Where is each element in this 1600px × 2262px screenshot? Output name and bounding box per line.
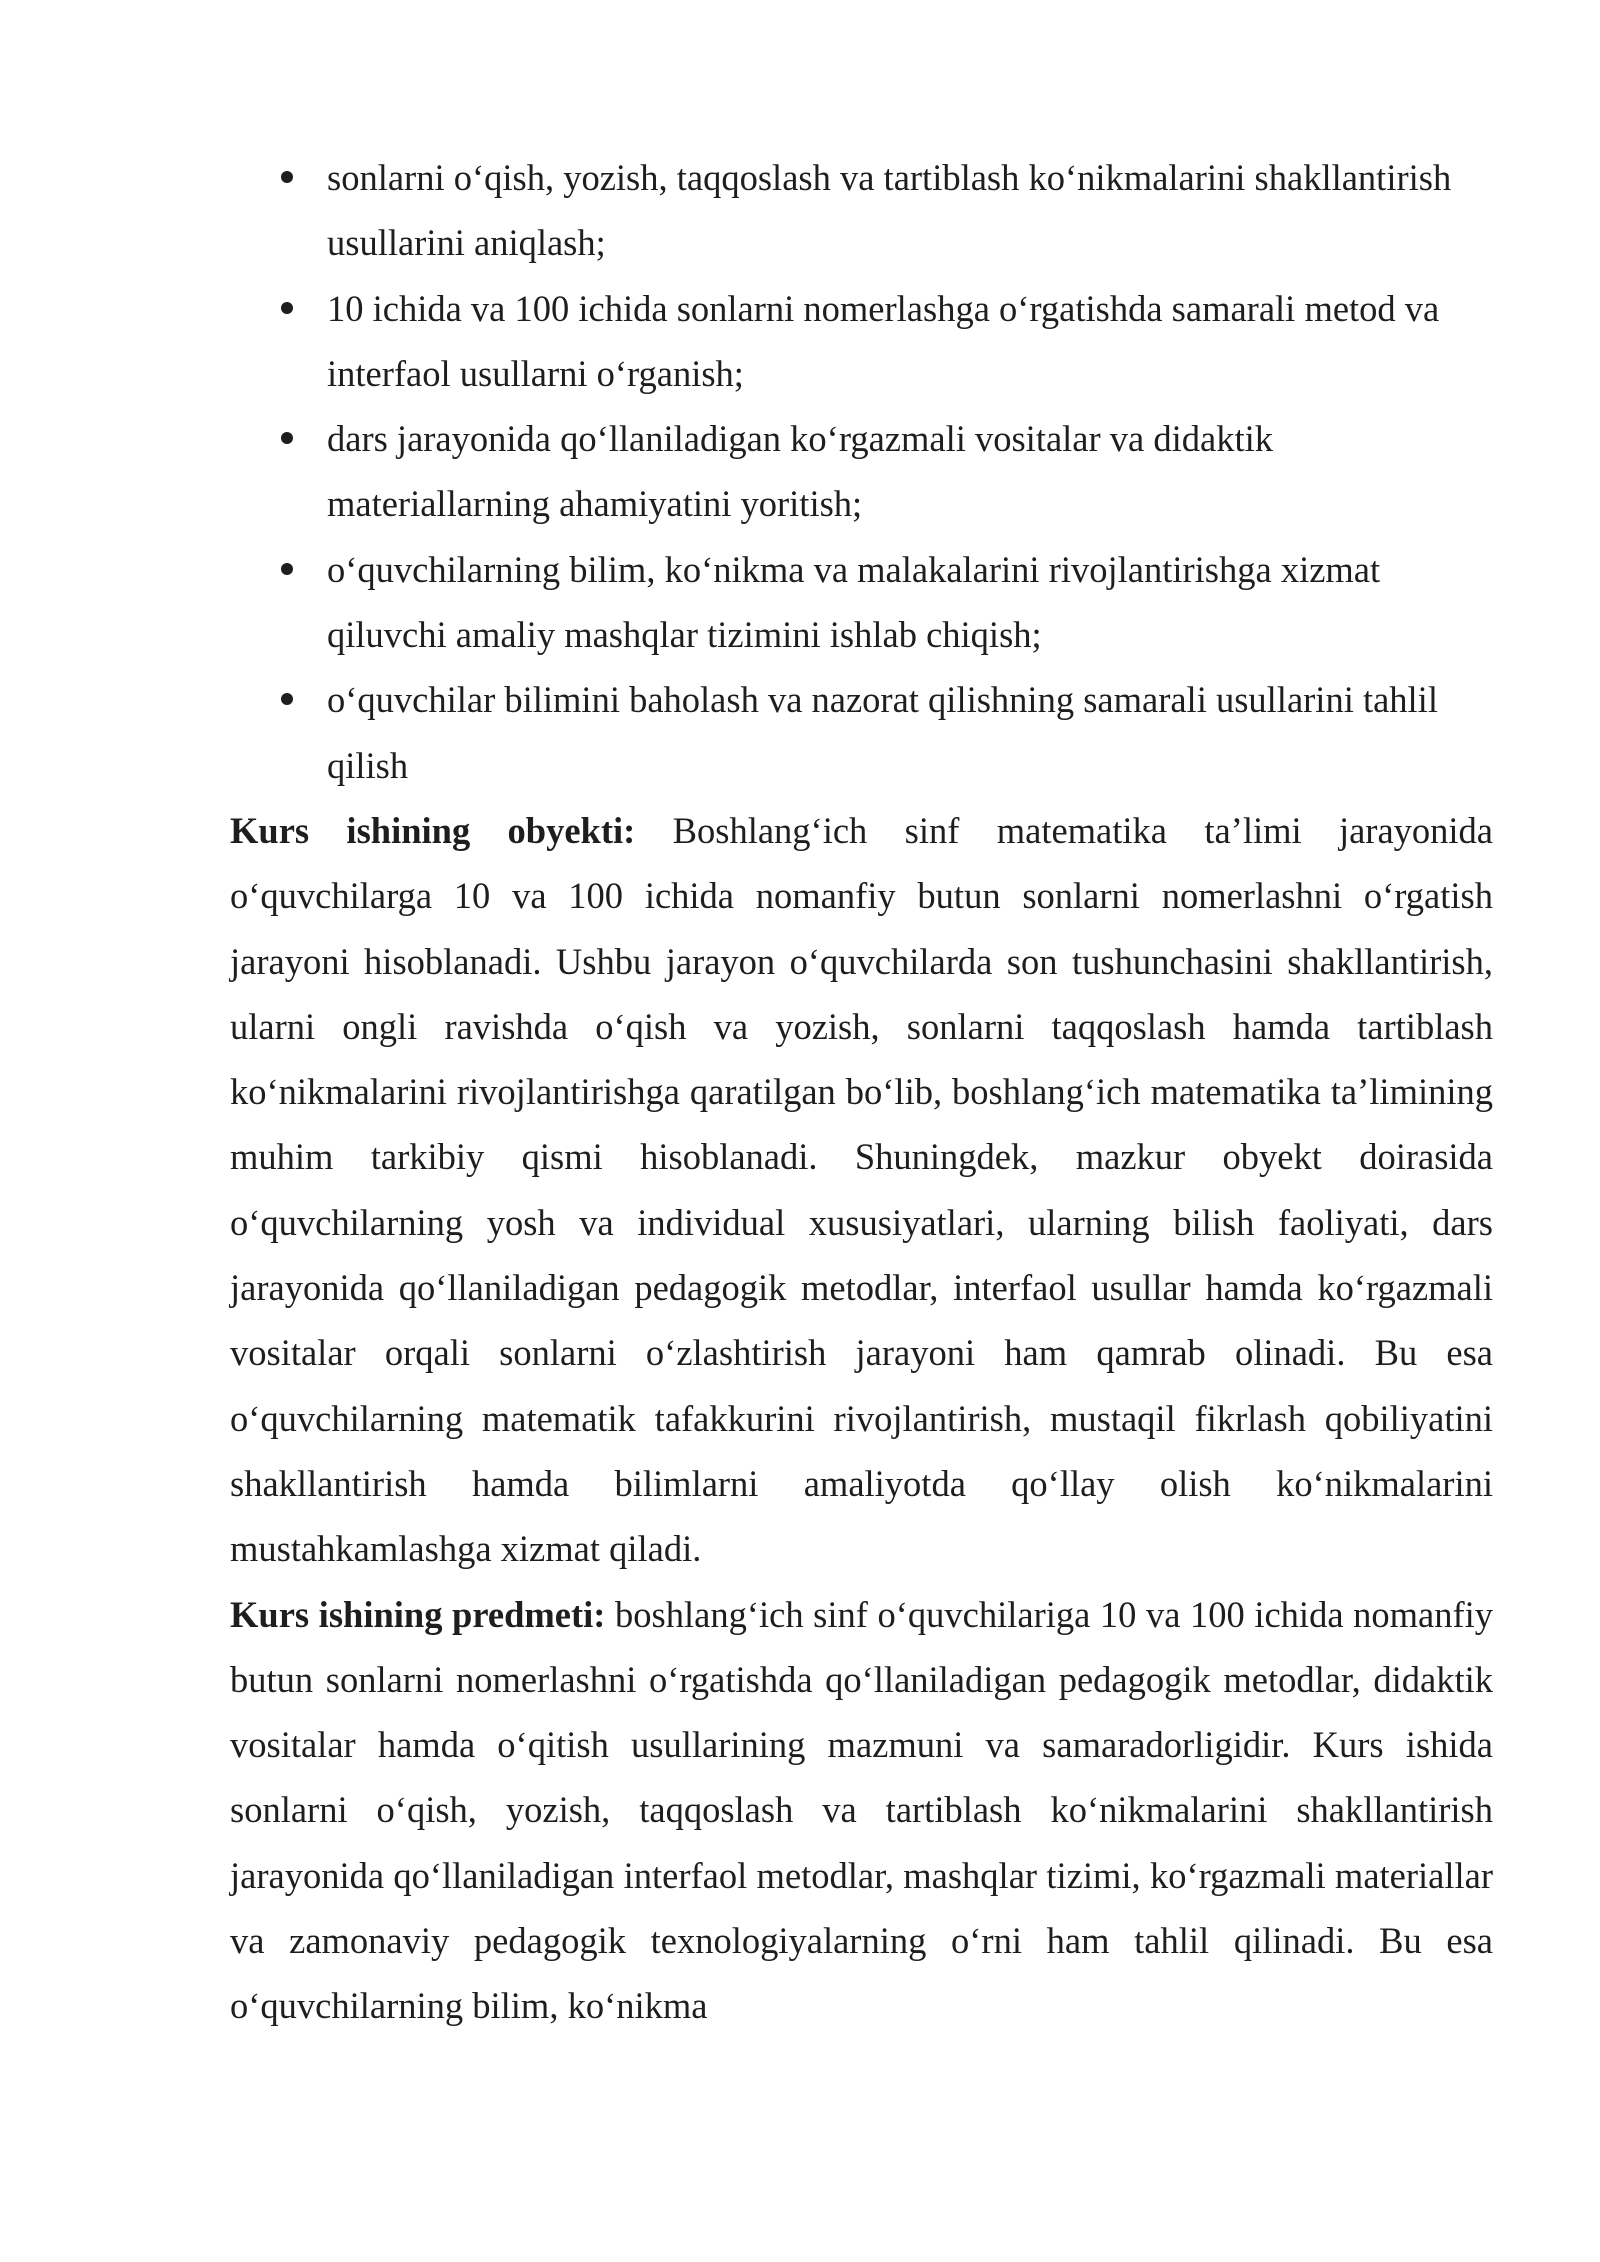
bullet-icon xyxy=(281,171,293,183)
bullet-icon xyxy=(281,693,293,705)
object-paragraph xyxy=(230,798,1493,1582)
bullet-icon xyxy=(281,302,293,314)
object-text: Boshlang‘ich sinf matematika ta’limi jarayonida o‘quvchilarga 10 va 100 ichida nomanfiy butun sonlarni nomerlashni o‘rgatish jarayoni hisoblanadi. Ushbu jarayon o‘quvchilarda son tushunchasini shakllantirish, ularni ongli ravishda o‘qish va yozish, sonlarni taqqoslash hamda tartiblash ko‘nikmalarini rivojlantirishga qaratilgan bo‘lib, boshlang‘ich matematika ta’limining muhim tarkibiy qismi hisoblanadi. Shuningdek, mazkur obyekt doirasida o‘quvchilarning yosh va individual xususiyatlari, ularning bilish faoliyati, dars jarayonida qo‘llaniladigan pedagogik metodlar, interfaol usullar hamda ko‘rgazmali vositalar orqali sonlarni o‘zlashtirish jarayoni ham qamrab olinadi. Bu esa o‘quvchilarning matematik tafakkurini rivojlantirish, mustaqil fikrlash qobiliyatini shakllantirish hamda bilimlarni amaliyotda qo‘llay olish ko‘nikmalarini mustahkamlashga xizmat qiladi. xyxy=(230,809,1494,1570)
list-item xyxy=(230,145,1493,276)
list-item-text: 10 ichida va 100 ichida sonlarni nomerlashga o‘rgatishda samarali metod va interfaol usullarni o‘rganish; xyxy=(327,287,1440,394)
subject-label: Kurs ishining predmeti: xyxy=(230,1593,606,1635)
goals-list xyxy=(230,145,1493,798)
bullet-icon xyxy=(281,432,293,444)
object-label: Kurs ishining obyekti: xyxy=(230,809,636,851)
list-item xyxy=(230,276,1493,407)
list-item xyxy=(230,537,1493,668)
subject-paragraph xyxy=(230,1582,1493,2039)
subject-text: boshlang‘ich sinf o‘quvchilariga 10 va 100 ichida nomanfiy butun sonlarni nomerlashni o‘rgatishda qo‘llaniladigan pedagogik metodlar, didaktik vositalar hamda o‘qitish usullarining mazmuni va samaradorligidir. Kurs ishida sonlarni o‘qish, yozish, taqqoslash va tartiblash ko‘nikmalarini shakllantirish jarayonida qo‘llaniladigan interfaol metodlar, mashqlar tizimi, ko‘rgazmali materiallar va zamonaviy pedagogik texnologiyalarning o‘rni ham tahlil qilinadi. Bu esa o‘quvchilarning bilim, ko‘nikma xyxy=(230,1593,1493,2027)
list-item xyxy=(230,406,1493,537)
list-item-text: o‘quvchilarning bilim, ko‘nikma va malakalarini rivojlantirishga xizmat qiluvchi amaliy mashqlar tizimini ishlab chiqish; xyxy=(327,548,1381,656)
bullet-icon xyxy=(281,563,293,575)
list-item-text: dars jarayonida qo‘llaniladigan ko‘rgazmali vositalar va didaktik materiallarning ahamiyatini yoritish; xyxy=(327,418,1273,525)
list-item-text: sonlarni o‘qish, yozish, taqqoslash va tartiblash ko‘nikmalarini shakllantirish usullarini aniqlash; xyxy=(327,157,1452,264)
list-item-text: o‘quvchilar bilimini baholash va nazorat qilishning samarali usullarini tahlil qilish xyxy=(327,679,1438,786)
document-page xyxy=(230,145,1493,2039)
list-item xyxy=(230,667,1493,798)
